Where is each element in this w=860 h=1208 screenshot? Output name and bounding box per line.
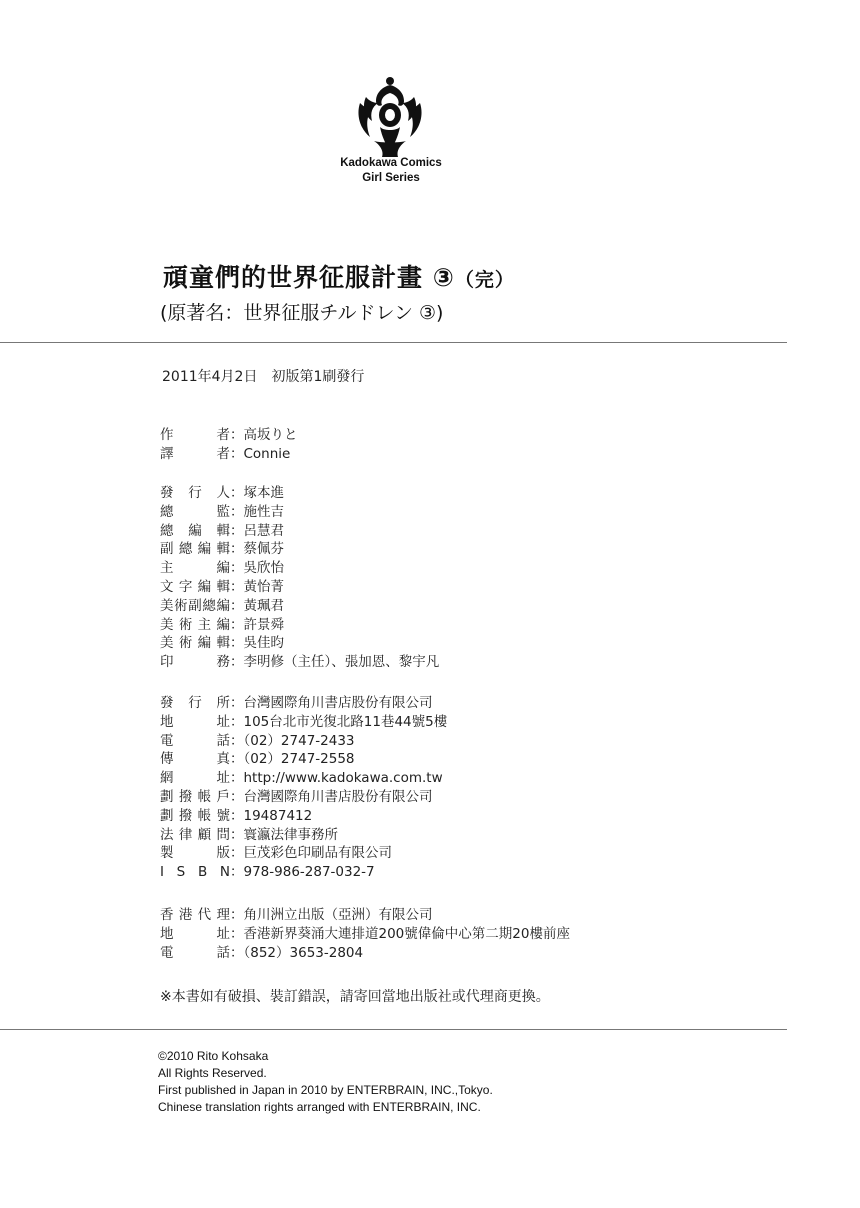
credit-row — [160, 540, 439, 559]
credit-label: I S B N — [160, 864, 230, 881]
credit-row — [160, 944, 570, 963]
credit-row — [160, 503, 439, 522]
credit-row — [160, 750, 447, 769]
credit-label: 副 總 編 輯 — [160, 541, 230, 558]
credit-label: 電 話 — [160, 732, 230, 749]
credit-value: ：19487412 — [230, 807, 313, 824]
credit-row — [160, 788, 447, 807]
publication-date: 2011年4月2日 初版第1刷發行 — [162, 369, 365, 385]
credit-value: ：巨茂彩色印刷品有限公司 — [230, 845, 392, 862]
credit-value: ：105台北市光復北路11巷44號5樓 — [230, 713, 448, 730]
original-title: (原著名：世界征服チルドレン ③) — [160, 302, 444, 324]
copyright-block — [158, 1048, 493, 1116]
credit-row — [160, 484, 439, 503]
book-title — [163, 258, 515, 294]
credit-label: 劃 撥 帳 戶 — [160, 788, 230, 805]
credit-value: ：黃怡菁 — [230, 578, 284, 595]
damage-notice: ※本書如有破損、裝訂錯誤，請寄回當地出版社或代理商更換。 — [160, 989, 550, 1005]
credit-row — [160, 732, 447, 751]
credit-label: 印 務 — [160, 654, 230, 671]
credit-label: 總 編 輯 — [160, 522, 230, 539]
credit-label: 網 址 — [160, 770, 230, 787]
credit-label: 地 址 — [160, 925, 230, 942]
credits-staff — [160, 426, 298, 464]
credit-value: ：http://www.kadokawa.com.tw — [230, 770, 443, 787]
credit-label: 美 術 副 總 編 — [160, 597, 230, 614]
credit-label: 香 港 代 理 — [160, 907, 230, 923]
credit-value: ：（852）3653-2804 — [230, 944, 364, 961]
credit-value: ：高坂りと — [230, 427, 298, 443]
credit-value: ：香港新界葵涌大連排道200號偉倫中心第二期20樓前座 — [230, 925, 570, 942]
credit-row — [160, 844, 447, 863]
brand-line-2: Girl Series — [362, 172, 420, 184]
credit-value: ：（02）2747-2558 — [230, 751, 355, 768]
credit-row — [160, 653, 439, 672]
credit-label: 法 律 顧 問 — [160, 826, 230, 843]
top-divider — [0, 342, 787, 343]
credit-row — [160, 578, 439, 597]
credit-row — [160, 863, 447, 882]
credit-label: 美 術 主 編 — [160, 616, 230, 633]
credit-row — [160, 769, 447, 788]
credit-value: ：李明修（主任）、張加恩、黎宇凡 — [230, 654, 440, 671]
credit-value: ：黃珮君 — [230, 597, 284, 614]
credit-label: 傳 真 — [160, 751, 230, 768]
credit-label: 發 行 人 — [160, 485, 230, 501]
credit-value: ：吳欣怡 — [230, 560, 284, 577]
credit-value: ：角川洲立出版（亞洲）有限公司 — [230, 907, 433, 923]
book-title-suffix: （完） — [454, 269, 515, 291]
credit-value: ：施性吉 — [230, 503, 284, 520]
book-title-main: 頑童們的世界征服計畫 ③ — [163, 263, 455, 292]
credit-value: ：吳佳昀 — [230, 635, 284, 652]
credit-row — [160, 559, 439, 578]
credit-row — [160, 906, 570, 925]
credit-value: ：978-986-287-032-7 — [230, 864, 375, 881]
credit-value: ：Connie — [230, 445, 291, 462]
credit-row — [160, 713, 447, 732]
phoenix-logo-icon — [352, 75, 428, 157]
credit-row — [160, 807, 447, 826]
credit-row — [160, 445, 298, 464]
credit-row — [160, 634, 439, 653]
credit-row — [160, 925, 570, 944]
credit-value: ：呂慧君 — [230, 522, 284, 539]
credit-label: 美 術 編 輯 — [160, 635, 230, 652]
credit-row — [160, 694, 447, 713]
credit-value: ：台灣國際角川書店股份有限公司 — [230, 695, 433, 711]
credit-value: ：許景舜 — [230, 616, 284, 633]
credit-label: 譯 者 — [160, 445, 230, 462]
credit-row — [160, 597, 439, 616]
credit-label: 製 版 — [160, 845, 230, 862]
credit-value: ：蔡佩芬 — [230, 541, 284, 558]
copyright-line: Chinese translation rights arranged with ENTERBRAIN, INC. — [158, 1100, 481, 1114]
copyright-line: All Rights Reserved. — [158, 1066, 267, 1080]
credit-label: 文 字 編 輯 — [160, 578, 230, 595]
brand-line-1: Kadokawa Comics — [340, 157, 442, 169]
credit-label: 主 編 — [160, 560, 230, 577]
credit-label: 總 監 — [160, 503, 230, 520]
credit-value: ：寰瀛法律事務所 — [230, 826, 338, 843]
credit-value: ：（02）2747-2433 — [230, 732, 355, 749]
credit-row — [160, 522, 439, 541]
credit-value: ：台灣國際角川書店股份有限公司 — [230, 788, 433, 805]
credit-label: 發 行 所 — [160, 695, 230, 711]
credits-editorial — [160, 484, 439, 672]
bottom-divider — [0, 1029, 787, 1030]
credit-label: 電 話 — [160, 944, 230, 961]
credit-label: 作 者 — [160, 427, 230, 443]
publisher-info — [160, 694, 447, 882]
copyright-line: First published in Japan in 2010 by ENTERBRAIN, INC.,Tokyo. — [158, 1083, 493, 1097]
credit-row — [160, 616, 439, 635]
credit-label: 地 址 — [160, 713, 230, 730]
copyright-line: ©2010 Rito Kohsaka — [158, 1049, 269, 1063]
credit-value: ：塚本進 — [230, 485, 284, 501]
credit-label: 劃 撥 帳 號 — [160, 807, 230, 824]
credit-row — [160, 826, 447, 845]
hongkong-info — [160, 906, 570, 962]
credit-row — [160, 426, 298, 445]
